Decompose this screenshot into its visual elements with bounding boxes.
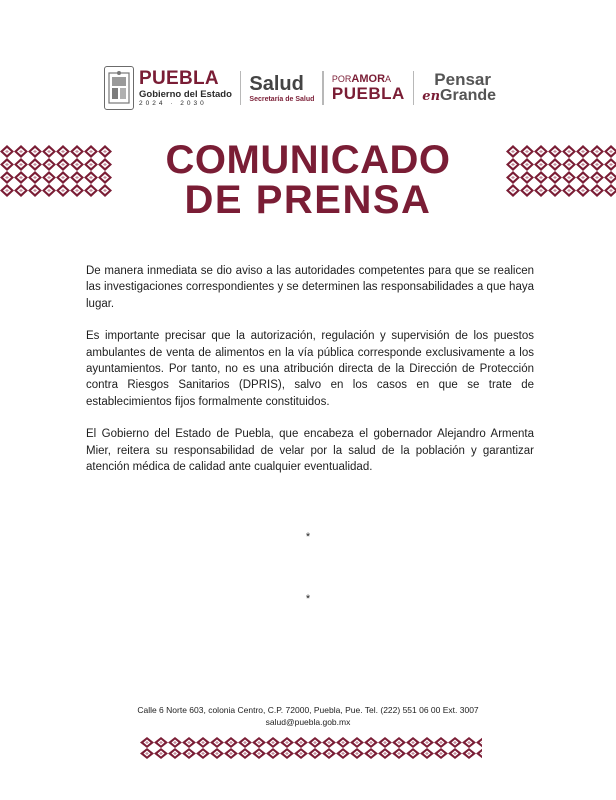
puebla-logo-subtitle: Gobierno del Estado (139, 88, 232, 100)
pensar-en-grande-logo (422, 72, 496, 103)
salud-logo-name: Salud (249, 72, 304, 95)
title-line-de-prensa: DE PRENSA (184, 178, 432, 222)
press-release-body (86, 263, 534, 491)
logo-divider (413, 71, 415, 105)
coat-of-arms-icon (104, 66, 134, 110)
decorative-pattern-right (506, 145, 616, 197)
salud-logo-subtitle: Secretaría de Salud (249, 95, 315, 103)
pensar-text: Pensar (434, 70, 491, 90)
grande-text: Grande (440, 87, 497, 105)
separator-asterisk: * (305, 531, 311, 543)
puebla-logo-name: PUEBLA (139, 67, 219, 89)
salud-logo (249, 74, 314, 103)
en-grande-line (422, 88, 496, 103)
por-text: POR (331, 74, 352, 84)
por-amor-a-puebla-logo (332, 74, 405, 102)
amor-text: AMOR (351, 73, 386, 85)
footer-email[interactable]: salud@puebla.gob.mx (265, 717, 351, 727)
body-paragraph: Es importante precisar que la autorización, regulación y supervisión de los puestos ambulantes de venta de alimentos en la vía pública corresponde exclusivamente a los ayuntamientos. Por tanto, no es una atribución directa de la Dirección de Protección contra Riesgos Sanitarios (DPRIS), salvo en los casos en que se trate de establecimientos fijos formalmente constituidos. (86, 330, 534, 408)
footer-address: Calle 6 Norte 603, colonia Centro, C.P. 72000, Puebla, Pue. Tel. (222) 551 06 00 Ext. 3007 (137, 705, 479, 715)
en-text: en (422, 89, 441, 105)
body-paragraph: El Gobierno del Estado de Puebla, que encabeza el gobernador Alejandro Armenta Mier, reitera su responsabilidad de velar por la salud de la población y garantizar atención médica de calidad ante cualquier eventualidad. (86, 428, 534, 474)
press-release-title (118, 140, 498, 220)
amor-puebla-text: PUEBLA (331, 84, 405, 103)
a-text: A (385, 74, 392, 84)
logo-divider (240, 71, 242, 105)
body-paragraph: De manera inmediata se dio aviso a las autoridades competentes para que se realicen las investigaciones correspondientes y se determinen las responsabilidades a que haya lugar. (86, 265, 534, 310)
decorative-pattern-left (0, 145, 112, 197)
footer-contact (0, 704, 616, 728)
title-line-comunicado: COMUNICADO (165, 138, 451, 182)
separator-asterisk: * (305, 593, 311, 605)
puebla-government-logo (139, 69, 232, 108)
header-logos (104, 62, 524, 114)
logo-divider (322, 71, 324, 105)
puebla-logo-years: 2024 · 2030 (139, 100, 207, 107)
decorative-pattern-footer (140, 737, 482, 759)
